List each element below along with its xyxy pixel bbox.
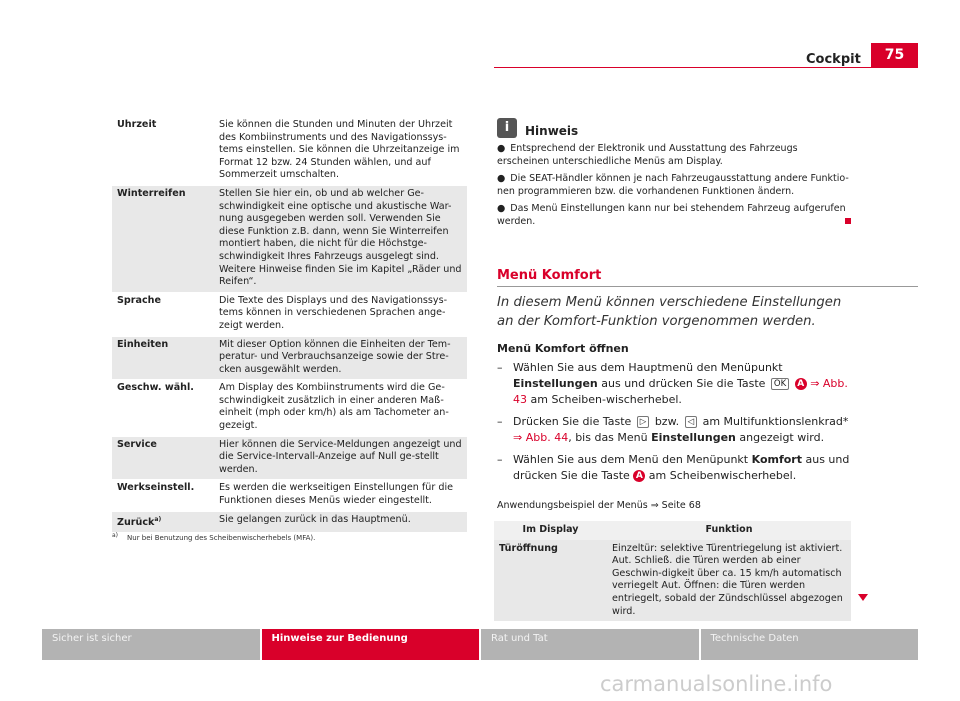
steps-list bbox=[497, 360, 862, 490]
row-key: Türöffnung bbox=[494, 540, 607, 622]
bullet-icon: ● bbox=[497, 173, 506, 184]
row-key bbox=[112, 511, 214, 533]
footnote-ref: a) bbox=[154, 515, 162, 523]
section-header: Cockpit bbox=[806, 52, 861, 67]
header-rule bbox=[494, 67, 918, 68]
left-arrow-key-icon: ◁ bbox=[685, 416, 698, 428]
footnote bbox=[112, 534, 315, 542]
key-a-icon: A bbox=[795, 378, 807, 390]
table-row bbox=[112, 436, 467, 480]
example-reference: Anwendungsbeispiel der Menüs ⇒ Seite 68 bbox=[497, 500, 701, 511]
row-desc: Einzeltür: selektive Türentriegelung ist aktiviert. Aut. Schließ. die Türen werden ab einer Geschwin-digkeit über ca. 15 km/h automatisch verriegelt Aut. Öffnen: die Türen werden entriegelt, sobald der Zündschlüssel abgezogen wird. bbox=[607, 540, 851, 622]
column-header: Funktion bbox=[607, 521, 851, 540]
row-key: Sprache bbox=[117, 294, 162, 306]
table-row bbox=[112, 117, 467, 185]
hint-text: Das Menü Einstellungen kann nur bei stehendem Fahrzeug aufgerufen werden. bbox=[497, 203, 846, 227]
section-intro: In diesem Menü können verschiedene Einstellungen an der Komfort-Funktion vorgenommen werden. bbox=[497, 295, 842, 329]
step-text: am Scheiben-wischerhebel. bbox=[527, 393, 682, 406]
hint-title: Hinweis bbox=[525, 124, 579, 138]
right-arrow-key-icon: ▷ bbox=[637, 416, 650, 428]
list-item bbox=[497, 414, 862, 446]
table-row bbox=[112, 511, 467, 533]
row-key: Einheiten bbox=[112, 336, 214, 380]
row-key-text: Zurück bbox=[117, 516, 155, 528]
sub-heading: Menü Komfort öffnen bbox=[497, 342, 629, 355]
hint-text: Entsprechend der Elektronik und Ausstattung des Fahrzeugs erscheinen unterschiedliche Menüs am Display. bbox=[497, 143, 798, 167]
list-item bbox=[497, 203, 852, 228]
row-key: Werkseinstell. bbox=[117, 482, 195, 494]
step-text: Wählen Sie aus dem Hauptmenü den Menüpunkt bbox=[513, 361, 783, 374]
step-text: aus und drücken Sie die Taste bbox=[597, 377, 769, 390]
step-text: am Scheibenwischerhebel. bbox=[645, 469, 797, 482]
row-desc: Sie können die Stunden und Minuten der Uhrzeit des Kombiinstruments und des Navigationssys-tems einstellen. Sie können die Uhrzeitanzeige im Format 12 bzw. 24 Stunden wählen, und auf Sommerzeit umschalten. bbox=[219, 119, 460, 181]
row-desc: Es werden die werkseitigen Einstellungen für die Funktionen dieses Menüs wieder eingestellt. bbox=[219, 482, 454, 507]
list-item bbox=[497, 143, 852, 168]
table-row bbox=[112, 480, 467, 511]
info-icon: i bbox=[497, 118, 517, 138]
settings-table bbox=[112, 117, 467, 533]
figure-link[interactable]: ⇒ Abb. 44 bbox=[513, 431, 569, 444]
watermark: carmanualsonline.info bbox=[600, 672, 833, 696]
continue-arrow-icon bbox=[858, 594, 868, 601]
row-key: Uhrzeit bbox=[117, 119, 157, 130]
menu-term: Einstellungen bbox=[513, 377, 598, 390]
page-number: 75 bbox=[871, 43, 918, 67]
table-row bbox=[112, 380, 467, 436]
key-a-icon: A bbox=[633, 470, 645, 482]
row-desc: Hier können die Service-Meldungen angezeigt und die Service-Intervall-Anzeige auf Null ge-stellt werden. bbox=[214, 436, 467, 480]
table-row bbox=[112, 336, 467, 380]
hint-text: Die SEAT-Händler können je nach Fahrzeugausstattung andere Funktio-nen programmieren bzw. die vorhandenen Funktionen ändern. bbox=[497, 173, 849, 197]
step-text: aus und drücken Sie die Taste bbox=[513, 453, 850, 482]
footer-tab-rat[interactable]: Rat und Tat bbox=[481, 629, 701, 660]
row-desc: Mit dieser Option können die Einheiten der Tem-peratur- und Verbrauchsanzeige sowie der Stre-cken ausgewählt werden. bbox=[214, 336, 467, 380]
hint-list bbox=[497, 143, 852, 233]
step-text: am Multifunktionslenkrad* bbox=[699, 415, 849, 428]
footer-tab-sicher[interactable]: Sicher ist sicher bbox=[42, 629, 262, 660]
row-desc: Die Texte des Displays und des Navigationssys-tems können in verschiedenen Sprachen ange-zeigt werden. bbox=[219, 294, 448, 331]
footnote-text: Nur bei Benutzung des Scheibenwischerhebels (MFA). bbox=[127, 534, 316, 542]
section-rule bbox=[497, 286, 918, 287]
column-header: Im Display bbox=[494, 521, 607, 540]
dash-icon: – bbox=[497, 415, 503, 428]
section-title: Menü Komfort bbox=[497, 268, 602, 283]
table-row bbox=[112, 292, 467, 336]
row-key: Service bbox=[112, 436, 214, 480]
table-row bbox=[494, 540, 851, 622]
menu-term: Komfort bbox=[751, 453, 802, 466]
row-desc: Am Display des Kombiinstruments wird die Ge-schwindigkeit zusätzlich in einer anderen Maß-einheit (mph oder km/h) als am Tachometer an-gezeigt. bbox=[219, 382, 449, 432]
row-key: Geschw. wähl. bbox=[117, 382, 194, 394]
step-text: angezeigt wird. bbox=[735, 431, 825, 444]
step-text: , bis das Menü bbox=[568, 431, 652, 444]
step-text: Wählen Sie aus dem Menü den Menüpunkt bbox=[513, 453, 752, 466]
footnote-mark: a) bbox=[112, 532, 119, 539]
footer-nav bbox=[42, 629, 918, 660]
end-marker-icon bbox=[845, 218, 851, 224]
comfort-table bbox=[494, 521, 851, 621]
list-item bbox=[497, 452, 862, 484]
step-text: bzw. bbox=[651, 415, 683, 428]
dash-icon: – bbox=[497, 361, 503, 374]
table-row bbox=[112, 185, 467, 292]
row-desc: Stellen Sie hier ein, ob und ab welcher Ge-schwindigkeit eine optische und akustische War-nung ausgegeben werden soll. Verwenden Sie diese Funktion z.B. dann, wenn Sie Winterreifen montiert haben, die nicht für die Höchstge-schwindigkeit Ihres Fahrzeugs ausgelegt sind. Weitere Hinweise finden Sie im Kapitel „Räder und Reifen“. bbox=[214, 185, 467, 292]
footer-tab-bedienung[interactable]: Hinweise zur Bedienung bbox=[262, 629, 482, 660]
list-item bbox=[497, 173, 852, 198]
menu-term: Einstellungen bbox=[651, 431, 736, 444]
row-desc: Sie gelangen zurück in das Hauptmenü. bbox=[214, 511, 467, 533]
bullet-icon: ● bbox=[497, 203, 506, 214]
footer-tab-technik[interactable]: Technische Daten bbox=[701, 629, 919, 660]
row-key: Winterreifen bbox=[112, 185, 214, 292]
figure-link[interactable]: ⇒ Abb. 43 bbox=[513, 377, 848, 406]
dash-icon: – bbox=[497, 453, 503, 466]
step-text: Drücken Sie die Taste bbox=[513, 415, 635, 428]
bullet-icon: ● bbox=[497, 143, 506, 154]
table-header-row bbox=[494, 521, 851, 540]
ok-key-icon: OK bbox=[771, 378, 789, 390]
list-item bbox=[497, 360, 862, 408]
